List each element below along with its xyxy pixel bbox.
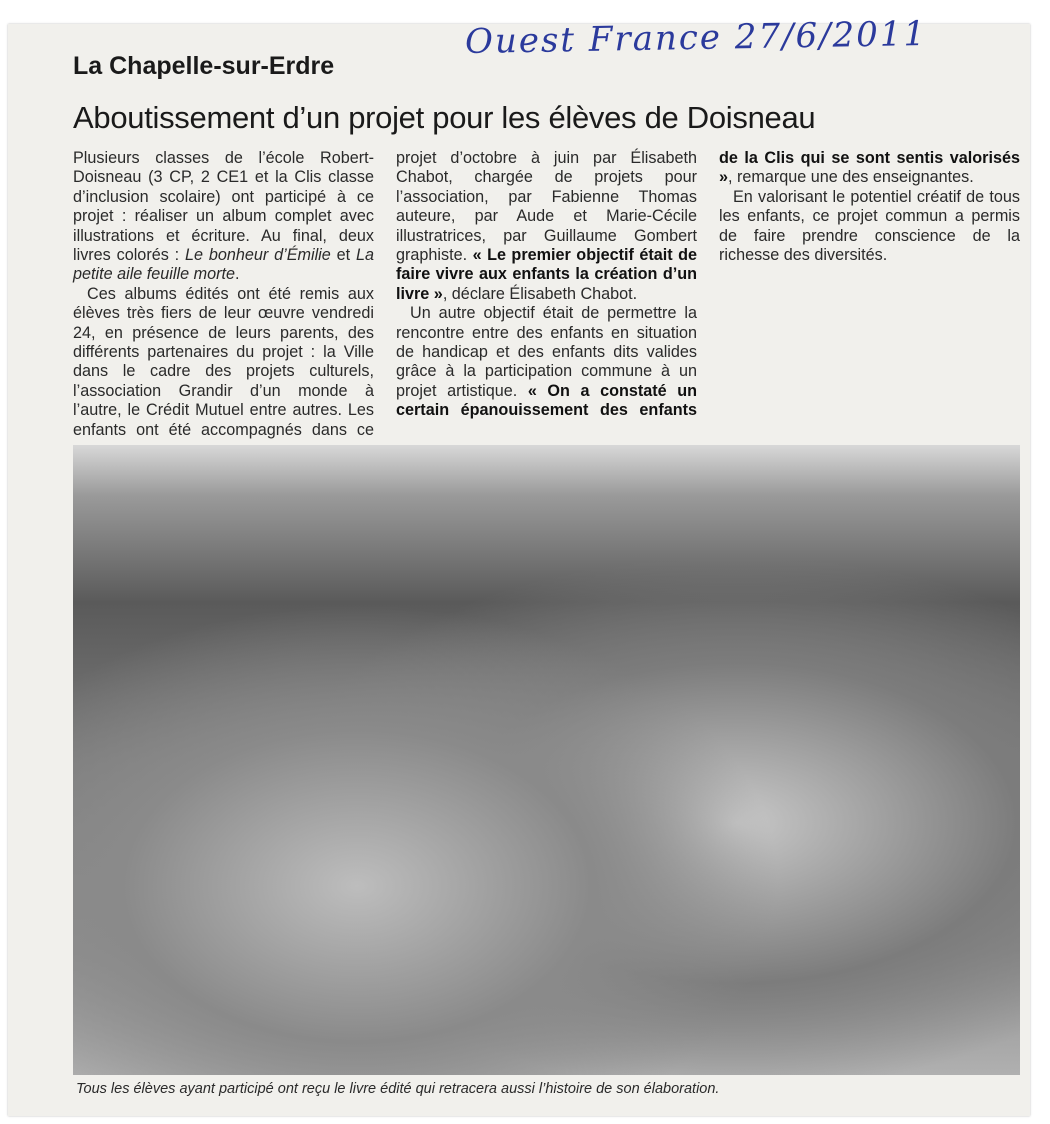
paragraph: En valorisant le potentiel créatif de tous les enfants, ce projet commun a permis de faire prendre conscience de la richesse des diversités. bbox=[719, 187, 1020, 265]
headline: Aboutissement d’un projet pour les élèves de Doisneau bbox=[73, 100, 816, 135]
text-run: Ces albums édités ont été remis aux élèves très fiers de leur œuvre vendredi 24, en présence de leurs parents, des différents partenaires du projet : la Ville dans le cadre des projets culturels, l’association Grandir d’un monde à l’autre, le Crédit Mutuel entre autres. Les enfants ont été accompagnés dans ce projet d’octobre à juin par Élisabeth Chabot, chargée de projets pour l’association, par Fabienne Thomas auteure, par Aude et Marie-Cécile illustratrices, par Guillaume Gombert graphiste. bbox=[73, 149, 697, 439]
text-run: Un autre objectif était de permettre la rencontre entre des enfants en situation de handicap et des enfants dits valides grâce à la participation commune à un projet artistique. bbox=[396, 304, 697, 400]
quote: « Le premier objectif était de faire vivre aux enfants la création d’un livre » bbox=[396, 246, 697, 303]
handwritten-note: Ouest France 27/6/2011 bbox=[464, 13, 928, 63]
paragraph bbox=[73, 149, 374, 285]
book-title: Le bonheur d’Émilie bbox=[185, 246, 331, 265]
text-run: et bbox=[330, 246, 356, 265]
text-run: , remarque une des enseignantes. bbox=[728, 168, 974, 187]
section-location: La Chapelle-sur-Erdre bbox=[73, 52, 335, 80]
text-run: Plusieurs classes de l’école Robert-Doisneau (3 CP, 2 CE1 et la Clis classe d’inclusion scolaire) ont participé à ce projet : réaliser un album complet avec illustrations et écriture. Au final, deux livres colorés : bbox=[73, 149, 374, 265]
photo-caption: Tous les élèves ayant participé ont reçu le livre édité qui retracera aussi l’histoire de son élaboration. bbox=[76, 1081, 720, 1097]
quote: « On a constaté un certain épanouissement des enfants de la Clis qui se sont sentis valorisés » bbox=[396, 149, 1020, 420]
text-run: . bbox=[234, 265, 240, 284]
text-run: , déclare Élisabeth Chabot. bbox=[442, 284, 638, 303]
book-title: La petite aile feuille morte bbox=[73, 246, 374, 284]
group-photo bbox=[73, 445, 1020, 1075]
article-body bbox=[73, 149, 1020, 441]
